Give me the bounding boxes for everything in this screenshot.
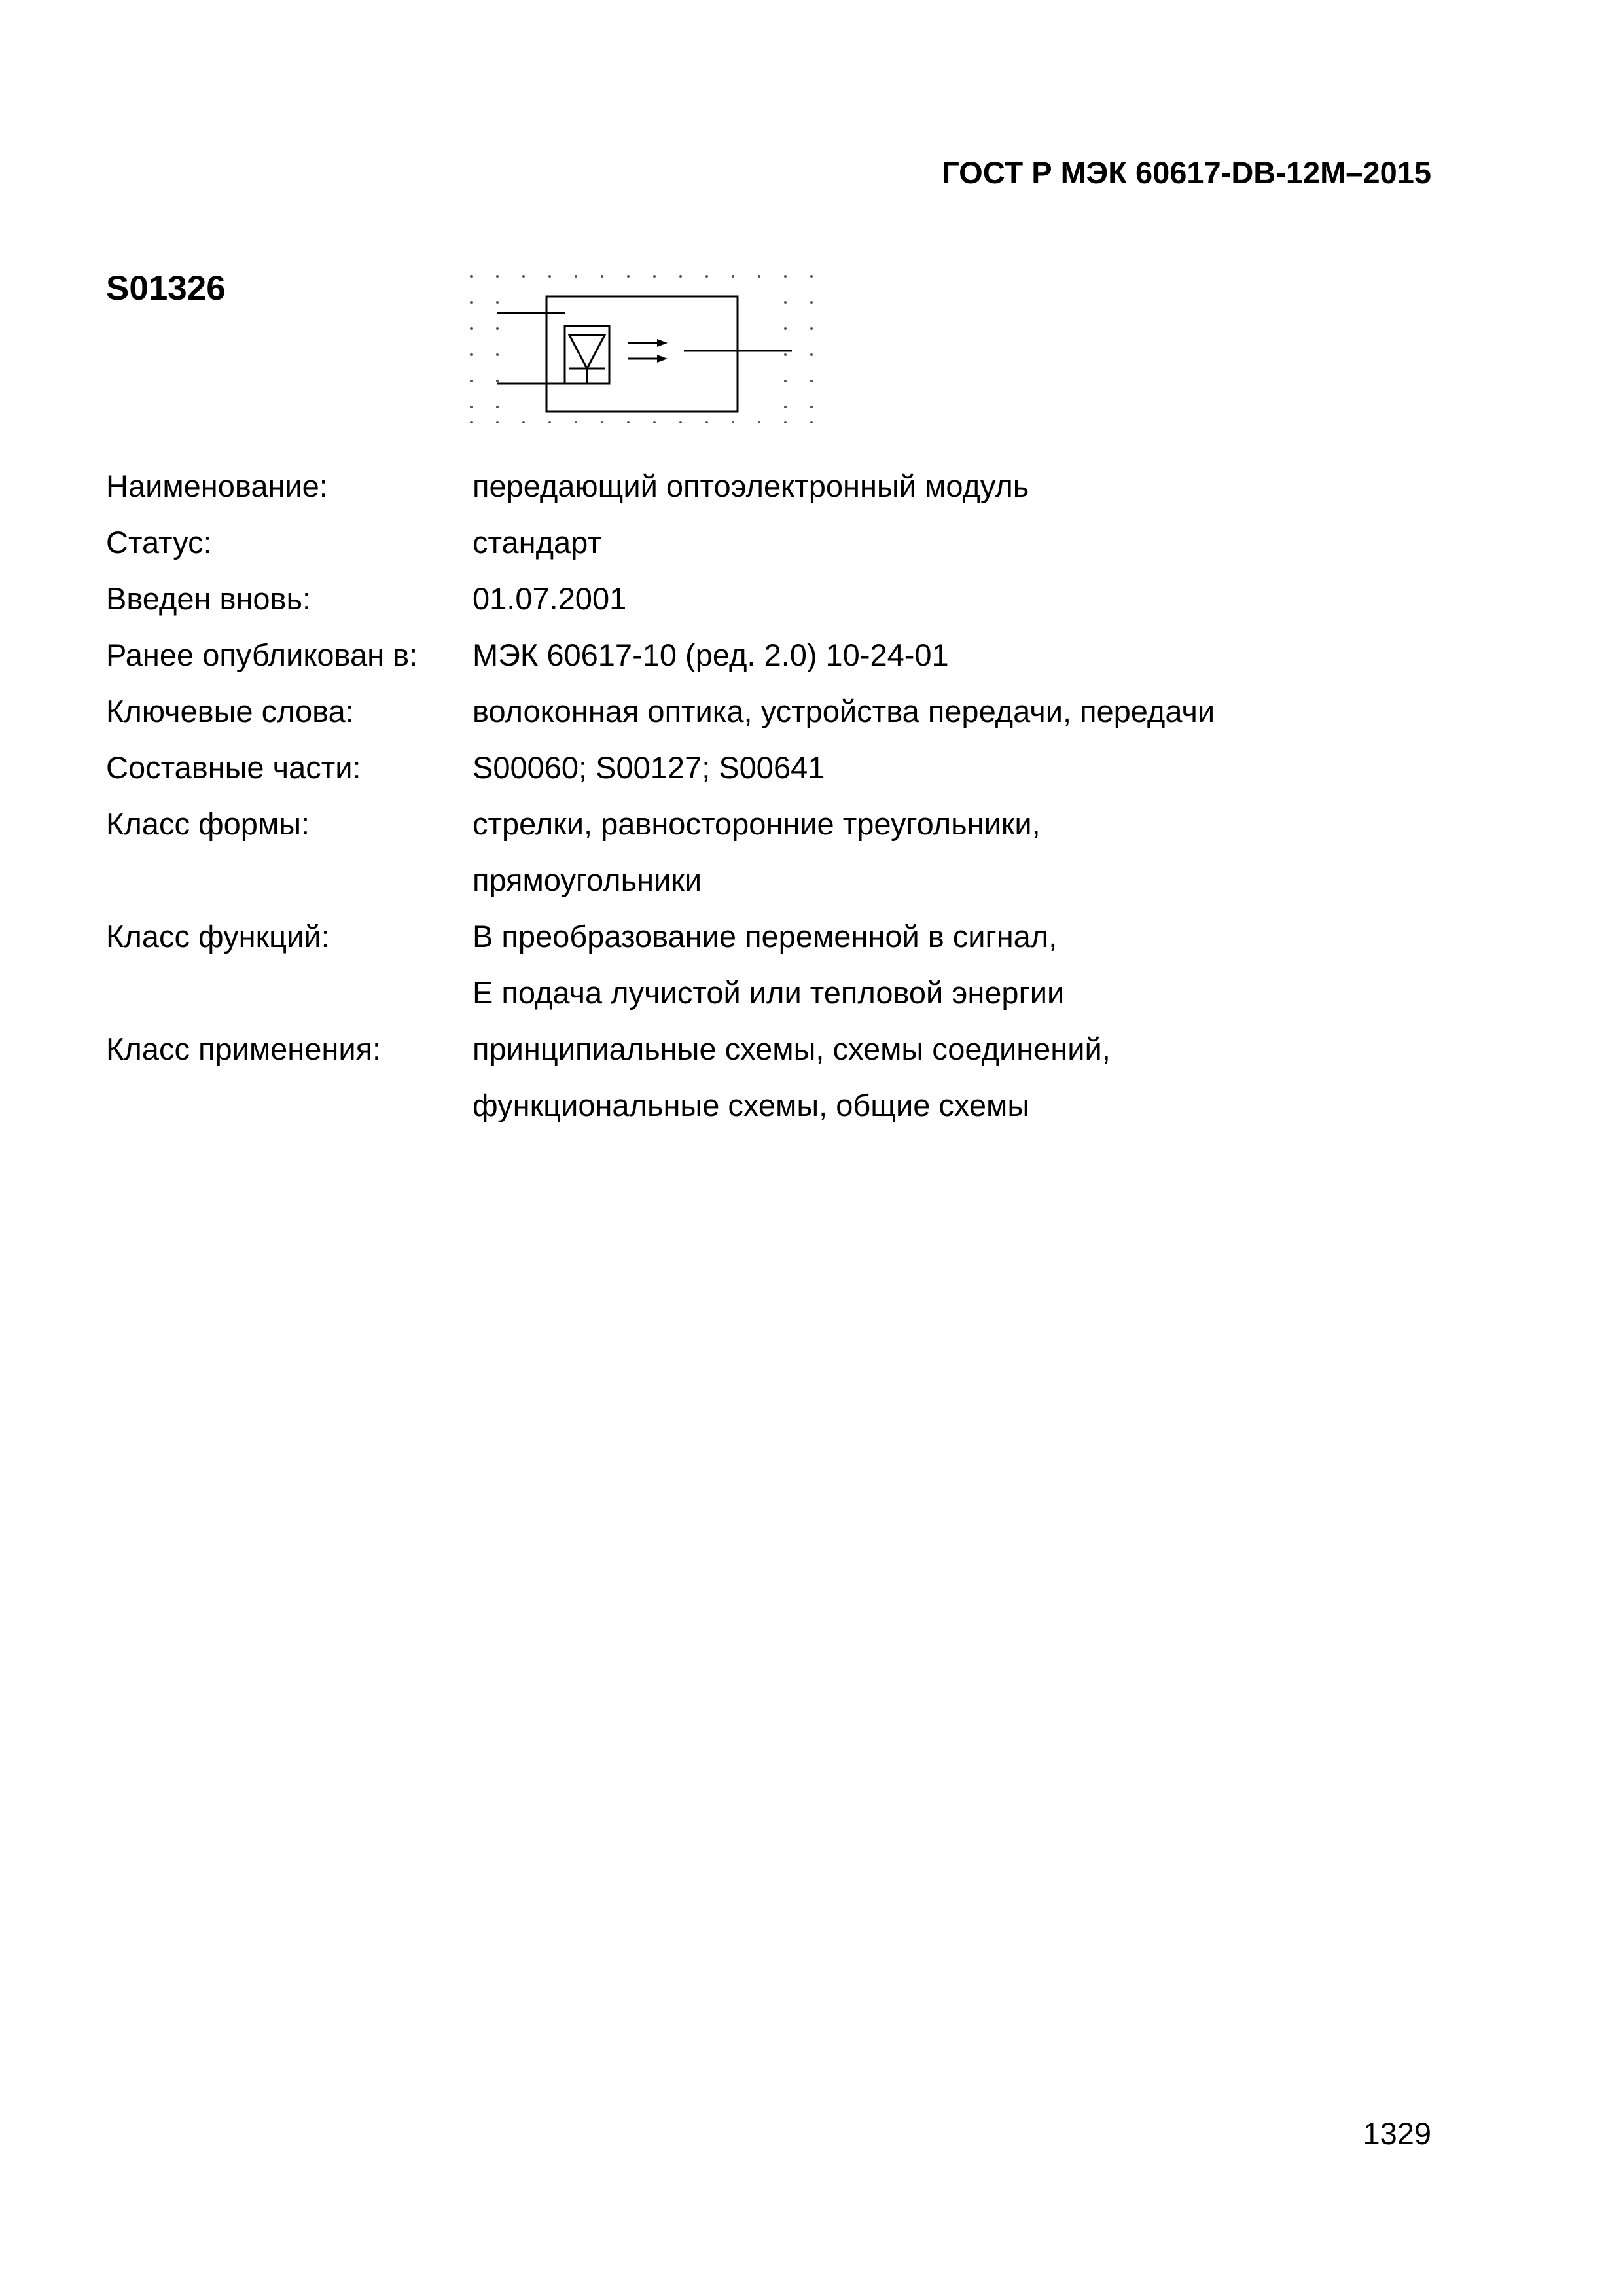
led-triangle <box>569 335 605 368</box>
attribute-value-line: принципиальные схемы, схемы соединений, <box>473 1031 1111 1066</box>
grid-dot <box>653 275 656 278</box>
attribute-label: Введен вновь: <box>106 581 312 616</box>
attribute-value-line: прямоугольники <box>473 863 702 897</box>
grid-dot <box>496 275 499 278</box>
page-number: 1329 <box>1363 2116 1431 2151</box>
grid-dot <box>496 301 499 304</box>
grid-dot <box>601 421 603 423</box>
grid-dot <box>705 421 708 423</box>
grid-dot <box>470 275 473 278</box>
grid-dot <box>496 353 499 356</box>
grid-dot <box>784 327 787 330</box>
grid-dot <box>496 327 499 330</box>
grid-dot <box>575 275 577 278</box>
grid-dot <box>784 301 787 304</box>
grid-dot <box>758 275 760 278</box>
attribute-values <box>473 1021 1111 1134</box>
attribute-value-line: функциональные схемы, общие схемы <box>473 1088 1030 1122</box>
grid-dot <box>653 421 656 423</box>
grid-dot <box>627 275 630 278</box>
grid-dot <box>810 353 813 356</box>
attribute-row <box>106 627 1215 683</box>
attribute-row <box>106 796 1215 908</box>
attribute-values <box>473 796 1041 908</box>
grid-dot <box>810 406 813 408</box>
attribute-label: Класс применения: <box>106 1031 382 1066</box>
grid-dot <box>784 275 787 278</box>
attribute-label: Класс формы: <box>106 806 310 841</box>
attribute-row <box>106 740 1215 796</box>
attribute-table <box>106 458 1215 1134</box>
attribute-label: Статус: <box>106 525 212 560</box>
grid-dot <box>522 275 525 278</box>
attribute-label: Составные части: <box>106 750 361 785</box>
grid-dot <box>679 421 682 423</box>
grid-dot <box>470 406 473 408</box>
grid-dot <box>470 421 473 423</box>
attribute-value-line: 01.07.2001 <box>473 581 627 616</box>
optoelectronic-transmitter-symbol <box>458 268 818 429</box>
grid-dot <box>758 421 760 423</box>
attribute-row <box>106 1021 1215 1134</box>
attribute-value-line: В преобразование переменной в сигнал, <box>473 919 1058 954</box>
grid-dot <box>784 353 787 356</box>
grid-dot <box>810 380 813 382</box>
grid-dot <box>496 421 499 423</box>
attribute-row <box>106 908 1215 1021</box>
symbol-lines <box>497 296 792 412</box>
grid-dot <box>705 275 708 278</box>
grid-dot <box>784 406 787 408</box>
grid-dot <box>470 327 473 330</box>
grid-dot <box>810 301 813 304</box>
grid-dot <box>679 275 682 278</box>
attribute-value-line: S00060; S00127; S00641 <box>473 750 825 785</box>
attribute-value-line: волоконная оптика, устройства передачи, передачи <box>473 694 1215 728</box>
attribute-value-line: передающий оптоэлектронный модуль <box>473 469 1029 503</box>
document-header: ГОСТ Р МЭК 60617-DB-12M–2015 <box>942 155 1431 190</box>
attribute-values <box>473 627 949 683</box>
grid-dot <box>496 406 499 408</box>
grid-dot <box>548 421 551 423</box>
grid-dot <box>548 275 551 278</box>
grid-dot <box>627 421 630 423</box>
arrowhead-icon <box>657 355 668 363</box>
attribute-label: Ключевые слова: <box>106 694 354 728</box>
attribute-label: Класс функций: <box>106 919 330 954</box>
attribute-values <box>473 683 1215 740</box>
attribute-values <box>473 908 1064 1021</box>
arrowhead-icon <box>657 339 668 347</box>
grid-dot <box>470 301 473 304</box>
attribute-label: Ранее опубликован в: <box>106 637 418 672</box>
grid-dot <box>810 327 813 330</box>
attribute-values <box>473 571 626 627</box>
grid-dot <box>810 421 813 423</box>
attribute-row <box>106 458 1215 514</box>
attribute-value-line: Е подача лучистой или тепловой энергии <box>473 975 1065 1010</box>
attribute-row <box>106 571 1215 627</box>
grid-dot <box>601 275 603 278</box>
grid-dot <box>810 275 813 278</box>
attribute-values <box>473 740 825 796</box>
attribute-value-line: стрелки, равносторонние треугольники, <box>473 806 1041 841</box>
grid-dot <box>496 380 499 382</box>
symbol-code: S01326 <box>106 269 226 308</box>
grid-dot <box>470 380 473 382</box>
grid-dot <box>470 353 473 356</box>
grid-dot <box>575 421 577 423</box>
attribute-values <box>473 514 601 571</box>
attribute-value-line: стандарт <box>473 525 601 560</box>
attribute-value-line: МЭК 60617-10 (ред. 2.0) 10-24-01 <box>473 637 949 672</box>
attribute-label: Наименование: <box>106 469 328 503</box>
grid-dot <box>732 421 734 423</box>
attribute-values <box>473 458 1029 514</box>
grid-dot <box>784 421 787 423</box>
attribute-row <box>106 683 1215 740</box>
grid-dot <box>522 421 525 423</box>
grid-dot <box>784 380 787 382</box>
grid-dot <box>732 275 734 278</box>
attribute-row <box>106 514 1215 571</box>
module-outline-rect <box>546 296 738 412</box>
